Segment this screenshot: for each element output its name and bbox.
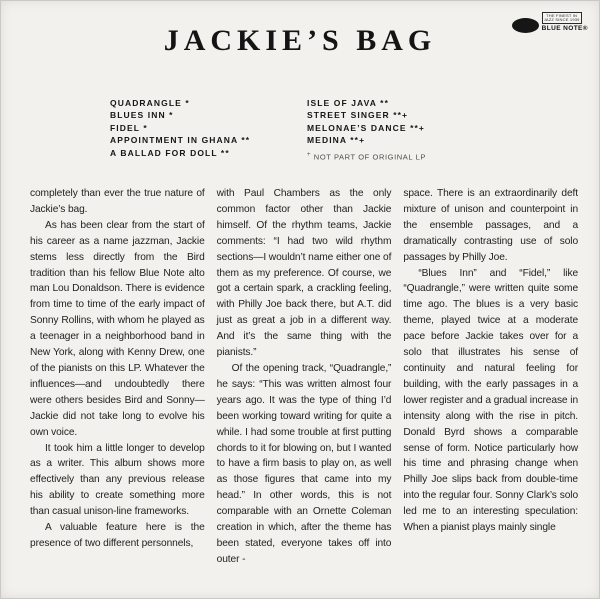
paragraph: completely than ever the true nature of Jackie’s bag. <box>30 188 205 215</box>
paragraph: space. There is an extraordinarily deft mixture of unison and counterpoint in the ensemble passages, and a dramatically contrasting use of solo passages by Philly Joe. <box>403 188 579 263</box>
logo-brand: BLUE NOTE® <box>541 25 588 32</box>
paragraph: Of the opening track, “Quadrangle,” he says: “This was written almost four years ago. It was the type of thing I’d been working toward writing for quite a while. I had some trouble at first putting chords to it for blowing on, but I wanted to have a firm basis to play on, as well as those figures that came into my head.” In other words, this is not comparable with an Ornette Coleman creation in which, after the theme has been stated, everyone takes off into outer - <box>216 362 392 565</box>
liner-notes-column-1 <box>30 186 205 568</box>
blue-note-oval-icon <box>512 18 539 33</box>
liner-notes-column-2 <box>217 186 392 568</box>
tracklist-right-column <box>307 97 426 161</box>
footnote-marker: + <box>307 151 312 158</box>
page-title: JACKIE’S BAG <box>163 24 437 57</box>
paragraph: As has been clear from the start of his career as a name jazzman, Jackie stems less directly from the Bird tradition than his fellow Blue Note alto man Lou Donaldson. There is evidence from time to time of the early impact of Sonny Rollins, with whom he played as a teenager in a neighborhood band in New York, along with Kenny Drew, one of the pianists on this LP. Whatever the influences—and undoubtedly there were others besides Bird and Sonny—Jackie did not take long to evolve his own voice. <box>30 219 205 438</box>
logo-tagline: THE FINEST IN JAZZ SINCE 1939 <box>542 12 582 24</box>
track-title: MEDINA **+ <box>307 135 366 146</box>
track-title: FIDEL * <box>110 122 148 133</box>
paragraph: It took him a little longer to develop as a writer. This album shows more effectively than any previous release his ability to create something more than casual unison-line frameworks. <box>30 442 205 518</box>
tracklist-left-column <box>110 97 250 159</box>
track-title: STREET SINGER **+ <box>307 110 409 121</box>
liner-notes-column-3 <box>403 186 578 568</box>
paragraph: “Blues Inn” and “Fidel,” like “Quadrangle,” were written quite some time ago. The blues is a very basic theme, played twice at a moderate pace before Jackie takes over for a solo that illustrates his sense of continuity and natural feeling for building, with the early passages in a lower register and a gradual increase in intensity along with the rise in pitch. Donald Byrd shows a comparable sense of form. Notice particularly how his time and phrasing change when Philly Joe slips back from double-time into the regular four. Sonny Clark’s solo led me to an interesting speculation: When a pianist plays mainly single <box>403 267 579 534</box>
footnote-text: NOT PART OF ORIGINAL LP <box>313 152 426 162</box>
blue-note-logo <box>512 12 588 33</box>
blue-note-logo-text <box>542 12 588 32</box>
paragraph: A valuable feature here is the presence of two different personnels, <box>30 522 205 549</box>
paragraph: with Paul Chambers as the only common factor other than Jackie himself. Of the rhythm teams, Jackie comments: “I had two wild rhythm sections—I wouldn’t name either one of them as my preference. Of course, we got a certain spark, a crackling feeling, with Philly Joe back there, but A.T. did just as great a job in a different way. And it’s the same thing with the pianists.” <box>216 188 392 359</box>
track-title: APPOINTMENT IN GHANA ** <box>110 135 251 146</box>
track-title: MELONAE’S DANCE **+ <box>307 122 425 133</box>
track-title: ISLE OF JAVA ** <box>307 98 389 108</box>
track-title: A BALLAD FOR DOLL ** <box>110 147 230 158</box>
track-title: BLUES INN * <box>110 110 174 121</box>
liner-notes <box>30 186 578 568</box>
track-title: QUADRANGLE * <box>110 98 190 108</box>
tracklist-footnote <box>307 152 426 162</box>
